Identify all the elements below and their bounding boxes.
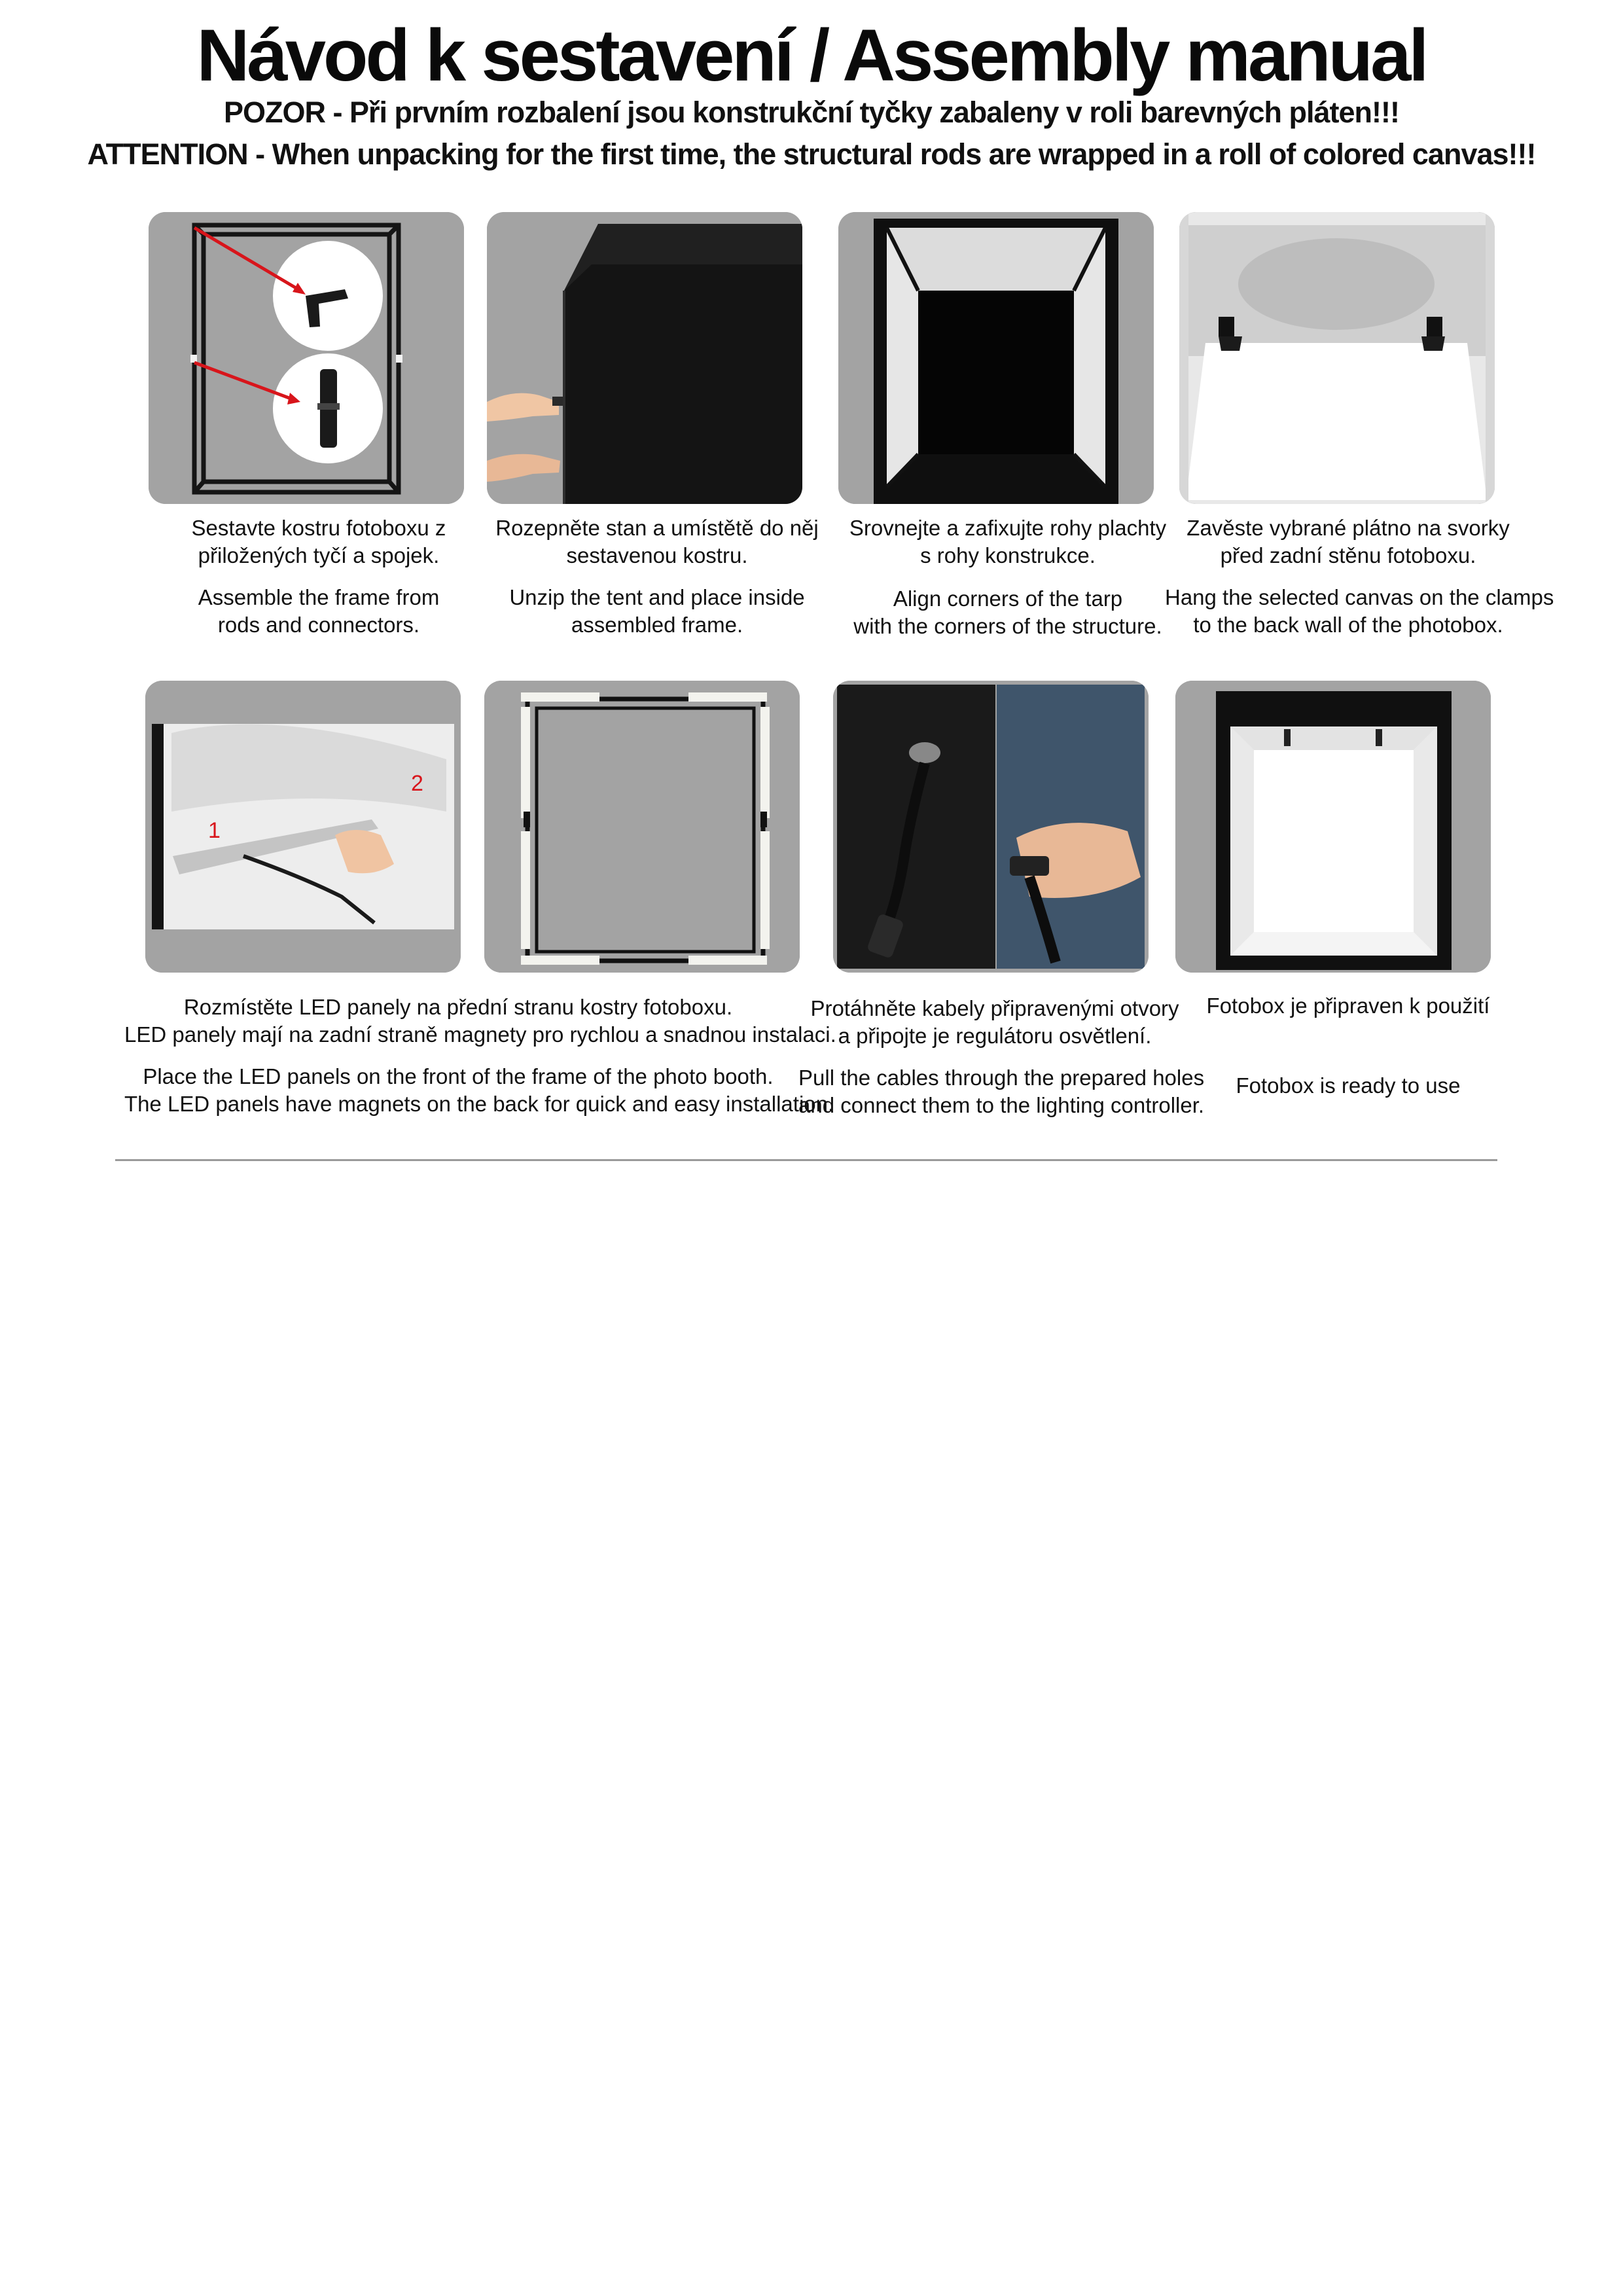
step-1-en-line-1: Assemble the frame from: [198, 585, 440, 609]
step-7-cz-line-1: Protáhněte kabely připravenými otvory: [810, 996, 1179, 1020]
section-divider: [115, 1159, 1497, 1161]
finished-photobox-illustration: [1175, 681, 1491, 973]
step-2-cz-line-2: sestavenou kostru.: [566, 543, 748, 567]
cable-holes-illustration: [833, 681, 1149, 973]
warning-cz: POZOR - Při prvním rozbalení jsou konstrukční tyčky zabaleny v roli barevných pláten!!!: [224, 96, 1399, 129]
step-7-image: [833, 681, 1149, 973]
step-6-image: [484, 681, 800, 973]
step-3-caption: [838, 514, 1178, 640]
step-1-cz-line-2: přiložených tyčí a spojek.: [198, 543, 440, 567]
led-cz-line-1: Rozmístěte LED panely na přední stranu kostry fotoboxu.: [183, 995, 733, 1019]
step-5-image: [145, 681, 461, 973]
step-3-en-line-2: with the corners of the structure.: [853, 614, 1162, 638]
step-2-image: [487, 212, 802, 504]
tarp-corners-illustration: [838, 212, 1154, 504]
step-8-image: [1175, 681, 1491, 973]
step-7-caption: [798, 995, 1205, 1119]
page-title: Návod k sestavení / Assembly manual: [196, 14, 1427, 96]
step-3-cz-line-2: s rohy konstrukce.: [920, 543, 1096, 567]
step-4-en-line-2: to the back wall of the photobox.: [1193, 613, 1503, 637]
warning-en: ATTENTION - When unpacking for the first time, the structural rods are wrapped in a roll of colored canvas!!!: [87, 137, 1536, 171]
step-1-en-line-2: rods and connectors.: [217, 613, 420, 637]
step-7-en-line-1: Pull the cables through the prepared holes: [798, 1066, 1205, 1090]
step-3-image: [838, 212, 1154, 504]
step-2-en-line-2: assembled frame.: [571, 613, 743, 637]
led-en-line-2: The LED panels have magnets on the back for quick and easy installation.: [124, 1092, 834, 1116]
step-4-caption: [1165, 514, 1554, 639]
led-marker-2: 2: [411, 771, 423, 796]
tent-unzip-illustration: [487, 212, 802, 504]
step-7-cz-line-2: a připojte je regulátoru osvětlení.: [838, 1024, 1152, 1048]
step-2-cz-line-1: Rozepněte stan a umístětě do něj: [495, 516, 819, 540]
step-1-image: [149, 212, 464, 504]
step-3-cz-line-1: Srovnejte a zafixujte rohy plachty: [849, 516, 1167, 540]
step-4-image: [1179, 212, 1495, 504]
step-2-caption: [487, 514, 827, 639]
led-frame-illustration: [484, 681, 800, 973]
led-panel-illustration: [145, 681, 461, 973]
step-2-en-line-1: Unzip the tent and place inside: [509, 585, 805, 609]
step-8-caption: [1171, 992, 1525, 1100]
led-cz-line-2: LED panely mají na zadní straně magnety pro rychlou a snadnou instalaci.: [124, 1022, 836, 1047]
step-3-en-line-1: Align corners of the tarp: [893, 586, 1123, 611]
led-en-line-1: Place the LED panels on the front of the frame of the photo booth.: [143, 1064, 774, 1088]
step-1-caption: [149, 514, 489, 639]
frame-assembly-illustration: [149, 212, 464, 504]
step-5-6-caption: [124, 994, 836, 1118]
step-8-cz-line-1: Fotobox je připraven k použití: [1206, 994, 1490, 1018]
step-7-en-line-2: and connect them to the lighting controller.: [798, 1093, 1205, 1117]
step-8-en-line-1: Fotobox is ready to use: [1236, 1073, 1461, 1098]
step-4-en-line-1: Hang the selected canvas on the clamps: [1165, 585, 1554, 609]
canvas-clamps-illustration: [1179, 212, 1495, 504]
step-1-cz-line-1: Sestavte kostru fotoboxu z: [191, 516, 446, 540]
step-4-cz-line-1: Zavěste vybrané plátno na svorky: [1186, 516, 1510, 540]
led-marker-1: 1: [208, 818, 221, 843]
step-4-cz-line-2: před zadní stěnu fotoboxu.: [1220, 543, 1476, 567]
